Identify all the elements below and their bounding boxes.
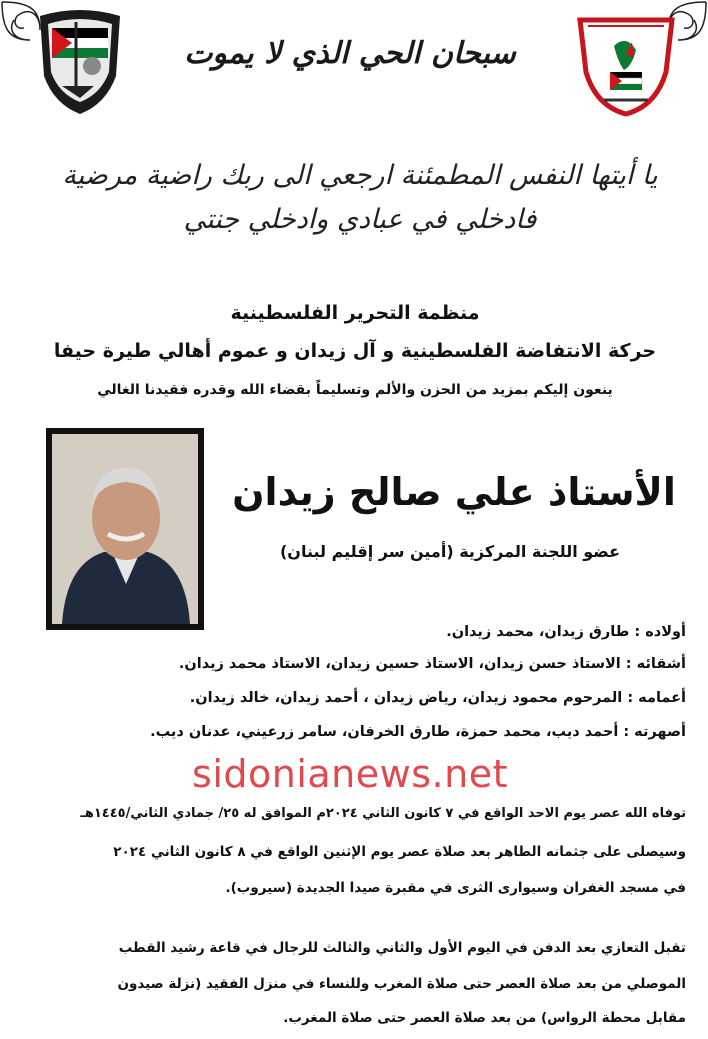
deceased-title: عضو اللجنة المركزية (أمين سر إقليم لبنان) bbox=[279, 542, 620, 561]
portrait-silhouette bbox=[52, 434, 198, 624]
condolences-line-2: الموصلي من بعد صلاة العصر حتى صلاة المغرب وللنساء في منزل الفقيد (نزلة صيدون bbox=[117, 976, 686, 992]
deceased-name: الأستاذ علي صالح زيدان bbox=[232, 470, 676, 514]
quran-verse-line-1: يا أيتها النفس المطمئنة ارجعي الى ربك راضية مرضية bbox=[62, 160, 658, 191]
relatives-sons: أولاده : طارق زيدان، محمد زيدان. bbox=[446, 624, 686, 640]
deceased-photo bbox=[46, 428, 204, 630]
website-watermark: sidonianews.net bbox=[192, 752, 508, 796]
relatives-uncles: أعمامه : المرحوم محمود زيدان، رياض زيدان ، أحمد زيدان، خالد زيدان. bbox=[189, 690, 686, 706]
condolences-line-1: تقبل التعازي بعد الدفن في اليوم الأول والثاني والثالث للرجال في قاعة رشيد القطب bbox=[118, 940, 686, 956]
quran-verse-line-2: فادخلي في عبادي وادخلي جنتي bbox=[183, 204, 537, 235]
death-date-line: توفاه الله عصر يوم الاحد الواقع في ٧ كانون الثاني ٢٠٢٤م الموافق له ٢٥/ جمادي الثاني/١٤٤٥هـ bbox=[80, 806, 686, 821]
condolences-line-3: مقابل محطة الرواس) من بعد صلاة العصر حتى صلاة المغرب. bbox=[283, 1010, 686, 1026]
header-title: سبحان الحي الذي لا يموت bbox=[184, 36, 516, 71]
funeral-prayer-line: وسيصلى على جثمانه الطاهر بعد صلاة عصر يوم الإثنين الواقع في ٨ كانون الثاني ٢٠٢٤ bbox=[113, 844, 686, 860]
mourning-intro: ينعون إليكم بمزيد من الحزن والألم وتسليماً بقضاء الله وقدره فقيدنا الغالي bbox=[97, 382, 613, 398]
plo-logo bbox=[574, 10, 678, 118]
relatives-in-laws: أصهرته : أحمد ديب، محمد حمزة، طارق الخرفان، سامر زرعيني، عدنان ديب. bbox=[150, 724, 686, 740]
announcer-families: حركة الانتفاضة الفلسطينية و آل زيدان و عموم أهالي طيرة حيفا bbox=[53, 340, 657, 362]
burial-line: في مسجد الغفران وسيوارى الثرى في مقبرة صيدا الجديدة (سيروب). bbox=[225, 880, 686, 896]
relatives-brothers: أشقائه : الاستاذ حسن زيدان، الاستاذ حسين زيدان، الاستاذ محمد زيدان. bbox=[178, 656, 686, 672]
intifada-movement-logo bbox=[32, 6, 128, 118]
announcer-organization: منظمة التحرير الفلسطينية bbox=[230, 302, 480, 324]
